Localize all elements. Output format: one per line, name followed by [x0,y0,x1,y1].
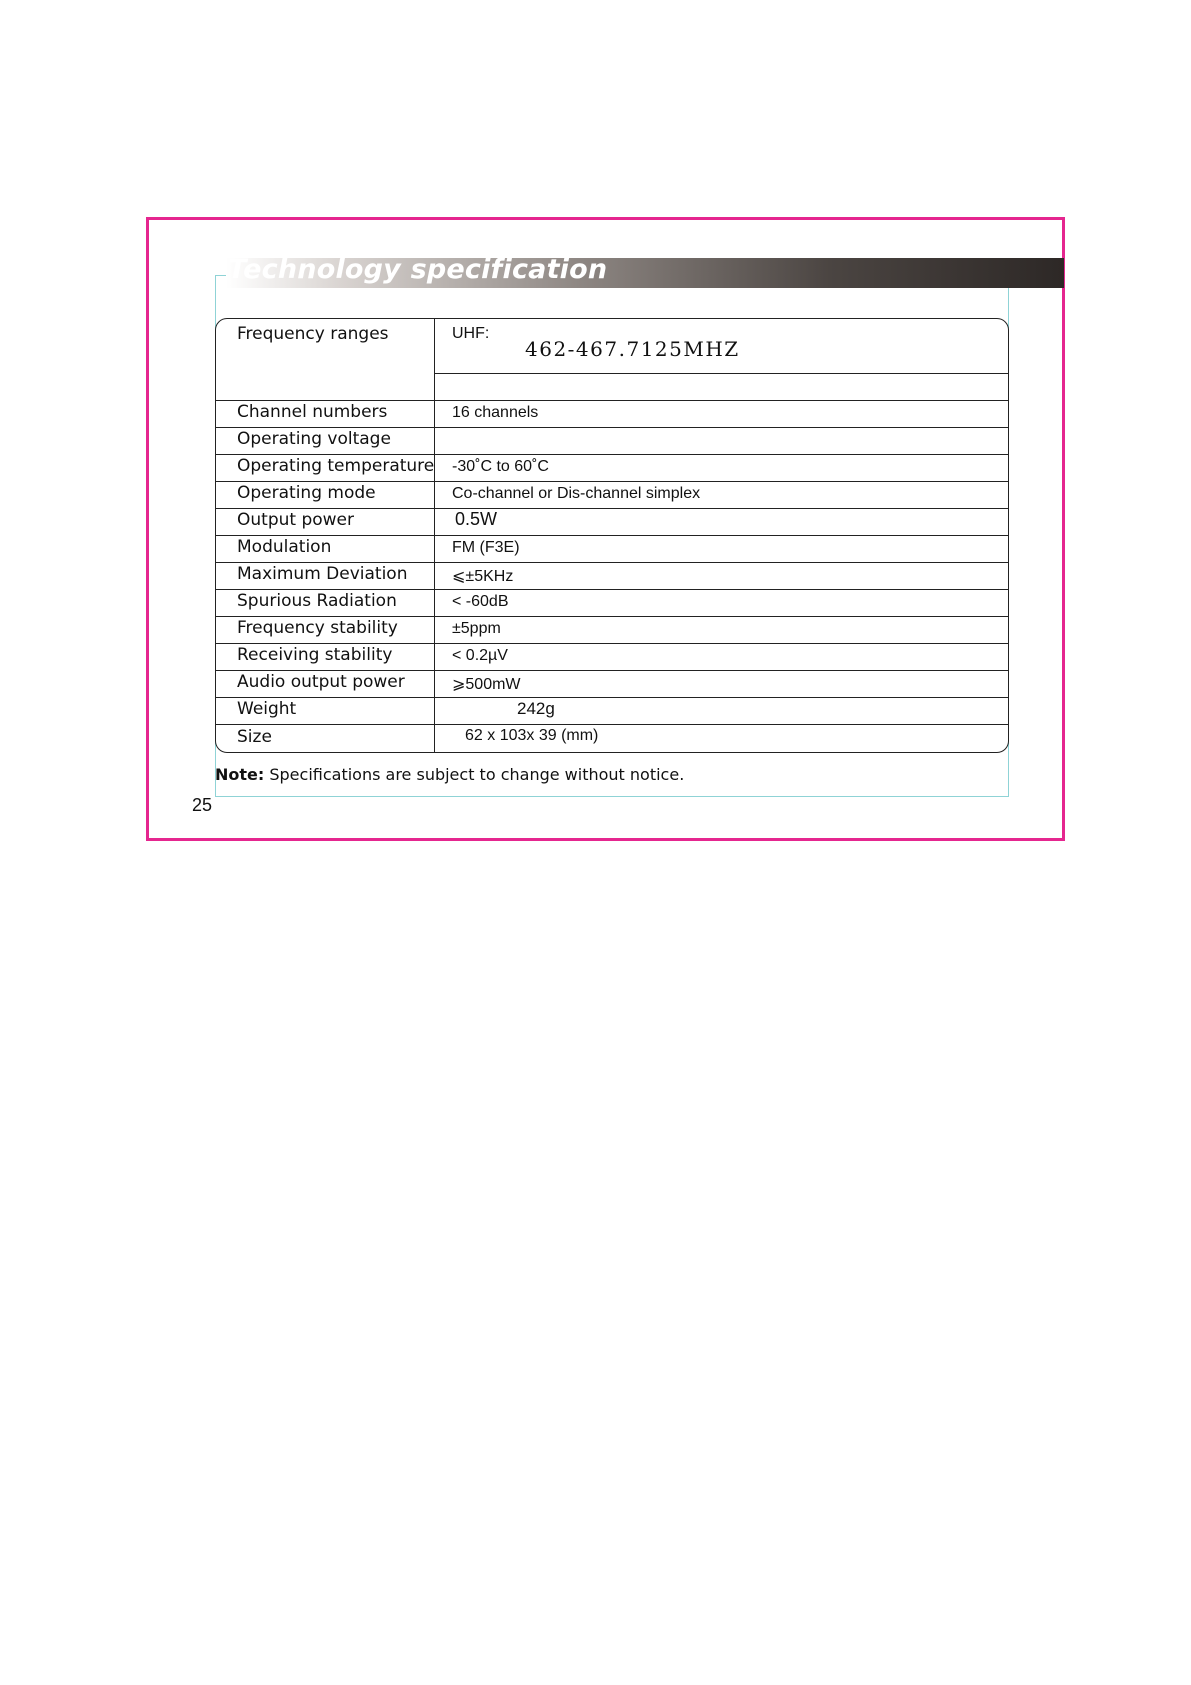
row-value: -30˚C to 60˚C [452,458,549,475]
row-label: Frequency stability [237,618,398,638]
row-label: Size [237,727,272,747]
row-value: 62 x 103x 39 (mm) [465,727,599,744]
note-text: Specifications are subject to change without notice. [264,765,685,784]
row-label: Channel numbers [237,402,388,422]
table-row [216,589,1008,617]
table-row [216,454,1008,482]
table-row [216,400,1008,428]
row-value: 242g [517,699,555,718]
frequency-band: UHF: [452,325,490,342]
row-label: Output power [237,510,354,530]
note [215,765,684,784]
table-row [216,616,1008,644]
table-row [216,724,1008,753]
table-row [216,427,1008,455]
section-title: Technology specification [228,254,608,285]
row-label: Frequency ranges [237,324,389,344]
row-label: Receiving stability [237,645,393,665]
table-row-frequency [216,319,1008,401]
row-value: Co-channel or Dis-channel simplex [452,485,701,502]
frequency-range: 462-467.7125MHZ [525,337,740,361]
spec-table [215,318,1009,753]
row-label: Spurious Radiation [237,591,397,611]
row-value: ⩾500mW [452,676,521,693]
row-value: FM (F3E) [452,539,520,556]
table-row [216,508,1008,536]
row-value: < 0.2µV [452,647,508,664]
page-number: 25 [192,795,213,815]
row-label: Audio output power [237,672,405,692]
row-label: Operating temperature [237,456,435,476]
table-row [216,697,1008,725]
row-value: ⩽±5KHz [452,568,514,585]
row-label: Operating mode [237,483,376,503]
row-label: Weight [237,699,297,719]
row-label: Maximum Deviation [237,564,408,584]
row-label: Operating voltage [237,429,391,449]
row-value: 0.5W [455,509,498,529]
table-row [216,481,1008,509]
frequency-sub-divider [434,373,1008,374]
table-row [216,643,1008,671]
table-row [216,670,1008,698]
note-prefix: Note: [215,765,265,784]
table-row [216,535,1008,563]
table-row [216,562,1008,590]
row-label: Modulation [237,537,332,557]
row-value: ±5ppm [452,620,501,637]
row-value: 16 channels [452,404,539,421]
row-value: < -60dB [452,593,509,610]
